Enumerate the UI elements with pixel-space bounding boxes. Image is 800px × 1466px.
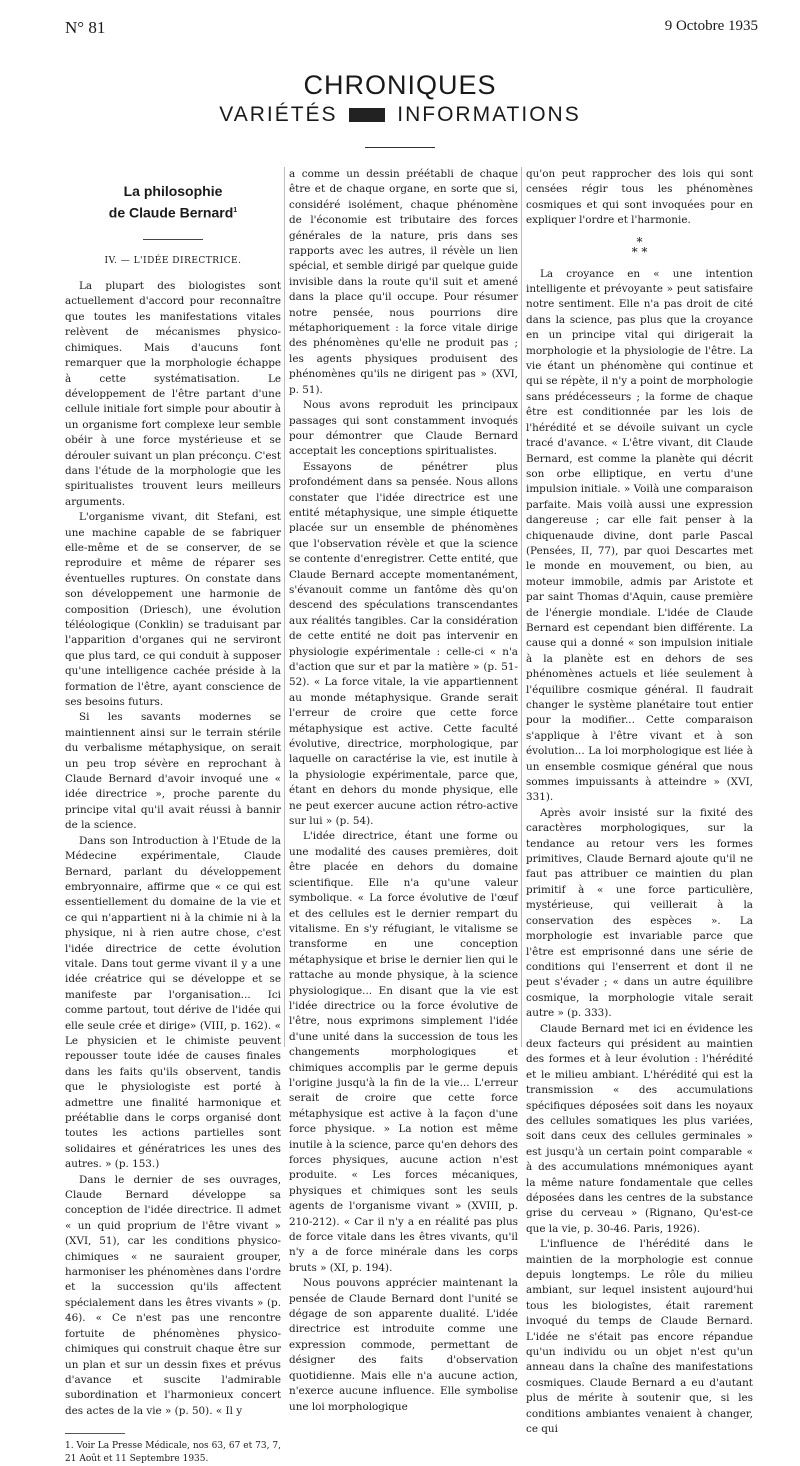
paragraph: a comme un dessin préétabli de chaque être et de chaque organe, en sorte que si, considéré isolément, chaque phénomène de l'économie est tributaire des forces générales de la nature, pris dans ses rapports avec les autres, il révèle un lien spécial, et semble dirigé par quelque guide invisible dans la route qu'il suit et amené dans la place qu'il occupe. Pour résumer notre pensée, nous pourrions dire métaphoriquement : la force vitale dirige des phénomènes qu'elle ne produit pas ; les agents physiques produisent des phénomènes qu'ils ne dirigent pas » (XVI, p. 51). — [289, 168, 518, 396]
column-3 — [526, 167, 753, 1438]
column-2 — [289, 167, 518, 1415]
paragraph: qu'on peut rapprocher des lois qui sont censées régir tous les phénomènes cosmiques et qui sont invoquées pour en expliquer l'ordre et l'harmonie. — [526, 168, 753, 227]
paragraph: Après avoir insisté sur la fixité des caractères morphologiques, sur la tendance au retour vers les formes primitives, Claude Bernard ajoute qu'il ne faut pas attribuer ce maintien du plan primitif à « une force particulière, mystérieuse, qui veillerait à la conservation des espèces ». La morphologie est invariable parce que l'être est emprisonné dans une série de conditions qui l'enserrent et dont il ne peut s'évader ; « dans un autre équilibre cosmique, la morphologie vitale serait autre » (p. 333). — [526, 806, 753, 1020]
footnote-mark: 1 — [233, 207, 238, 214]
issue-number: N° 81 — [65, 18, 106, 37]
paragraph: Dans le dernier de ses ouvrages, Claude Bernard développe sa conception de l'idée directrice. Il admet « un quid proprium de l'être vivant » (XVI, 51), car les conditions physico-chimiques « ne sauraient grouper, harmoniser les phénomènes dans l'ordre et la succession qu'ils affectent spécialement dans les êtres vivants » (p. 46). « Ce n'est pas une rencontre fortuite de phénomènes physico-chimiques qui construit chaque être sur un plan et sur un dessin fixes et prévus d'avance et suscite l'admirable subordination et l'harmonieux concert des actes de la vie » (p. 50). « Il y — [65, 1173, 281, 1417]
article-title — [65, 181, 281, 223]
masthead-subtitle-right: INFORMATIONS — [397, 103, 581, 126]
section-heading: IV. — L'IDÉE DIRECTRICE. — [104, 255, 242, 266]
paragraph: La croyance en « une intention intelligente et prévoyante » peut satisfaire notre sentiment. Elle n'a pas droit de cité dans la science, pas plus que la croyance en un principe vital qui dirigerait la morphologie et la physiologie de l'être. La vie étant un phénomène qui continue et qui se répète, il n'y a point de morphologie sans prédécesseurs ; la forme de chaque être est conditionnée par les lois de l'hérédité et se dévoile suivant un cycle tracé d'avance. « L'être vivant, dit Claude Bernard, est comme la planète qui décrit son orbe elliptique, en vertu d'une impulsion initiale. » Voilà une comparaison parfaite. Mais voilà aussi une expression dangereuse ; car elle fait penser à la chiquenaude divine, dont parle Pascal (Pensées, II, 77), par quoi Descartes met le monde en mouvement, ou bien, au moteur immobile, admis par Aristote et par saint Thomas d'Aquin, cause première de l'énergie mondiale. L'idée de Claude Bernard est cependant bien différente. La cause qui a donné « son impulsion initiale à la planète est en dehors de ses phénomènes actuels et liée seulement à l'équilibre cosmique général. Il faudrait changer le système planétaire tout entier pour la modifier... Cette comparaison s'applique à l'être vivant et à son évolution... La loi morphologique est liée à un ensemble cosmique général que nous sommes impuissants à atteindre » (XVI, 331). — [526, 267, 753, 804]
masthead — [0, 70, 800, 148]
issue-date: 9 Octobre 1935 — [664, 18, 758, 34]
paragraph: Nous avons reproduit les principaux passages qui sont constamment invoqués pour démontrer que Claude Bernard acceptait les conceptions spiritualistes. — [289, 399, 518, 458]
masthead-subtitle-left: VARIÉTÉS — [219, 103, 338, 126]
footnote-divider — [65, 1433, 125, 1434]
paragraph: Essayons de pénétrer plus profondément dans sa pensée. Nous allons constater que l'idée directrice est une entité métaphysique, une simple étiquette placée sur un ensemble de phénomènes que l'observation révèle et que la science se contente d'enregistrer. Cette entité, que Claude Bernard accepte momentanément, s'évanouit comme un fantôme dès qu'on descend des spéculations transcendantes aux réalités tangibles. Car la considération de cette entité ne doit pas intervenir en physiologie expérimentale : celle-ci « n'a d'action que sur et par la matière » (p. 51-52). « La force vitale, la vie appartiennent au monde métaphysique. Grande serait l'erreur de croire que cette force métaphysique est active. Cette faculté évolutive, directrice, morphologique, par laquelle on caractérise la vie, est inutile à la physiologie expérimentale, parce que, étant en dehors du monde physique, elle ne peut exercer aucune action rétro-active sur lui » (p. 54). — [289, 460, 518, 828]
column-divider — [521, 167, 522, 1047]
paragraph: Dans son Introduction à l'Etude de la Médecine expérimentale, Claude Bernard, parlant du développement embryonnaire, affirme que « ce qui est essentiellement du domaine de la vie et ce qui n'appartient ni à la chimie ni à la physique, ni à rien autre chose, c'est l'idée directrice de cette évolution vitale. Dans tout germe vivant il y a une idée créatrice qui se développe et se manifeste par l'organisation... Ici comme partout, tout dérive de l'idée qui elle seule crée et dirige» (VIII, p. 162). « Le physicien et le chimiste peuvent repousser toute idée de causes finales dans les faits qu'ils observent, tandis que le physiologiste est porté à admettre une finalité harmonique et préétablie dans le corps organisé dont toutes les actions partielles sont solidaires et génératrices les unes des autres. » (p. 153.) — [65, 834, 281, 1171]
masthead-title: CHRONIQUES — [303, 70, 497, 100]
article-title-line1: La philosophie — [123, 183, 223, 199]
masthead-subtitle — [0, 103, 800, 127]
masthead-divider — [365, 147, 435, 148]
paragraph: L'idée directrice, étant une forme ou une modalité des causes premières, doit être placée en dehors du domaine scientifique. Elle n'a qu'une valeur symbolique. « La force évolutive de l'œuf et des cellules est le dernier rempart du vitalisme. En s'y réfugiant, le vitalisme se transforme en une conception métaphysique et brise le dernier lien qui le rattache au monde physique, à la science physiologique... En disant que la vie est l'idée directrice ou la force évolutive de l'être, nous exprimons simplement l'idée d'une unité dans la succession de tous les changements morphologiques et chimiques accomplis par le germe depuis l'origine jusqu'à la fin de la vie... L'erreur serait de croire que cette force métaphysique est active à la façon d'une force physique. » La notion est même inutile à la science, parce qu'en dehors des forces physiques, aucune action n'est produite. « Les forces mécaniques, physiques et chimiques sont les seuls agents de l'organisme vivant » (XVIII, p. 210-212). « Car il n'y a en réalité pas plus de force vitale dans les êtres vivants, qu'il n'y a de force minérale dans les corps bruts » (XI, p. 194). — [289, 830, 518, 1274]
title-divider — [143, 239, 203, 240]
paragraph: Si les savants modernes se maintiennent ainsi sur le terrain stérile du verbalisme métaphysique, on serait un peu trop sévère en reprochant à Claude Bernard d'avoir invoqué une « idée directrice », proche parente du principe vital qu'il avait réussi à bannir de la science. — [65, 711, 281, 832]
ornament-icon — [349, 108, 385, 122]
paragraph: L'organisme vivant, dit Stefani, est une machine capable de se fabriquer elle-même et de se conserver, de se reproduire et même de réparer ses éventuelles ruptures. On constate dans son développement une harmonie de composition (Driesch), une évolution téléologique (Conklin) se traduisant par l'apparition d'organes qui ne serviront que plus tard, ce qui conduit à supposer qu'une intelligence cachée préside à la formation de l'être, ayant conscience de ses besoins futurs. — [65, 511, 281, 709]
footnote: 1. Voir La Presse Médicale, nos 63, 67 et 73, 7, 21 Août et 11 Septembre 1935. — [65, 1441, 281, 1465]
paragraph: Claude Bernard met ici en évidence les deux facteurs qui président au maintien des formes et à leur évolution : l'hérédité et le milieu ambiant. L'hérédité qui est la transmission « des accumulations spécifiques déposées soit dans les noyaux des cellules somatiques les plus variées, soit dans ceux des cellules germinales » est jusqu'à un certain point comparable « à des accumulations mnémoniques ayant la même nature fondamentale que celles déposées dans les centres de la substance grise du cerveau » (Rignano, Qu'est-ce que la vie, p. 30-46. Paris, 1926). — [526, 1022, 753, 1235]
paragraph: La plupart des biologistes sont actuellement d'accord pour reconnaître que toutes les manifestations vitales relèvent de mécanismes physico-chimiques. Mais d'aucuns font remarquer que la morphologie échappe à cette systématisation. Le développement de l'être partant d'une cellule initiale fort simple pour aboutir à un organisme fort complexe leur semble obéir à une force mystérieuse et se dérouler suivant un plan préconçu. C'est dans l'étude de la morphologie que les spiritualistes trouvent leurs meilleurs arguments. — [65, 280, 281, 508]
column-divider — [284, 167, 285, 1047]
paragraph: L'influence de l'hérédité dans le maintien de la morphologie est connue depuis longtemps. Le rôle du milieu ambiant, sur lequel insistent aujourd'hui tous les biologistes, était rarement invoqué du temps de Claude Bernard. L'idée ne s'était pas encore répandue qu'un individu ou un objet n'est qu'un anneau dans la chaîne des manifestations cosmiques. Claude Bernard a eu d'autant plus de mérite à soutenir que, si les conditions ambiantes venaient à changer, ce qui — [526, 1238, 753, 1436]
asterism: * * * — [631, 234, 648, 259]
column-1 — [65, 167, 281, 1466]
article-title-line2: de Claude Bernard — [108, 204, 234, 221]
paragraph: Nous pouvons apprécier maintenant la pensée de Claude Bernard dont l'unité se dégage de son apparente dualité. L'idée directrice est introduite comme une expression commode, permettant de désigner des faits d'observation quotidienne. Mais elle n'a aucune action, n'exerce aucune influence. Elle symbolise une loi morphologique — [289, 1277, 518, 1413]
